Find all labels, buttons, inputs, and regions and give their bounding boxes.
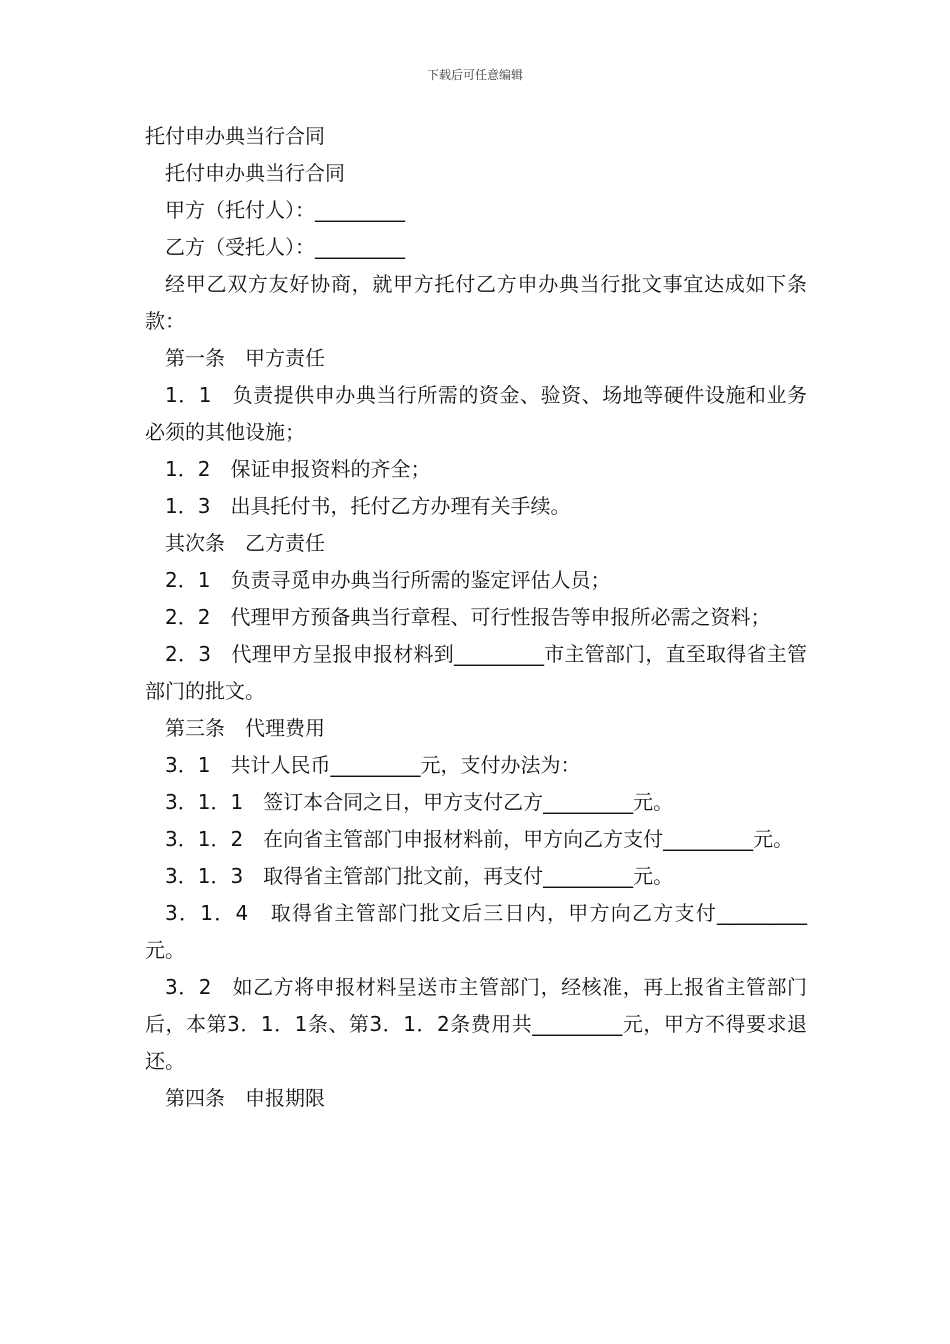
party-a-field: 甲方（托付人）：_________: [165, 198, 405, 222]
page-header: 下载后可任意编辑: [426, 68, 523, 82]
clause-3-1: 3．1 共计人民币_________元，支付办法为：: [165, 753, 581, 777]
article-2-heading: 其次条 乙方责任: [165, 531, 325, 555]
contract-heading: 托付申办典当行合同: [165, 161, 345, 185]
article-3-heading: 第三条 代理费用: [165, 716, 325, 740]
clause-1-3: 1．3 出具托付书，托付乙方办理有关手续。: [165, 494, 571, 518]
clause-3-1-1: 3．1．1 签订本合同之日，甲方支付乙方_________元。: [165, 790, 674, 814]
clause-2-2: 2．2 代理甲方预备典当行章程、可行性报告等申报所必需之资料；: [165, 605, 771, 629]
article-1-heading: 第一条 甲方责任: [165, 346, 325, 370]
clause-3-1-4: 3．1．4 取得省主管部门批文后三日内，甲方向乙方支付_________元。: [145, 901, 807, 962]
clause-1-2: 1．2 保证申报资料的齐全；: [165, 457, 431, 481]
clause-2-1: 2．1 负责寻觅申办典当行所需的鉴定评估人员；: [165, 568, 611, 592]
clause-1-1: 1．1 负责提供申办典当行所需的资金、验资、场地等硬件设施和业务必须的其他设施；: [145, 383, 807, 444]
document-title: 托付申办典当行合同: [145, 124, 325, 148]
clause-3-2: 3．2 如乙方将申报材料呈送市主管部门，经核准，再上报省主管部门后，本第3．1．1条、第3．1．2条费用共_________元，甲方不得要求退还。: [145, 975, 807, 1073]
preamble-paragraph: 经甲乙双方友好协商，就甲方托付乙方申办典当行批文事宜达成如下条款：: [145, 272, 807, 333]
article-4-heading: 第四条 申报期限: [165, 1086, 325, 1110]
clause-3-1-3: 3．1．3 取得省主管部门批文前，再支付_________元。: [165, 864, 674, 888]
clause-3-1-2: 3．1．2 在向省主管部门申报材料前，甲方向乙方支付_________元。: [165, 827, 794, 851]
document-body: [145, 118, 807, 1117]
clause-2-3: 2．3 代理甲方呈报申报材料到_________市主管部门，直至取得省主管部门的批文。: [145, 642, 807, 703]
party-b-field: 乙方（受托人）：_________: [165, 235, 405, 259]
